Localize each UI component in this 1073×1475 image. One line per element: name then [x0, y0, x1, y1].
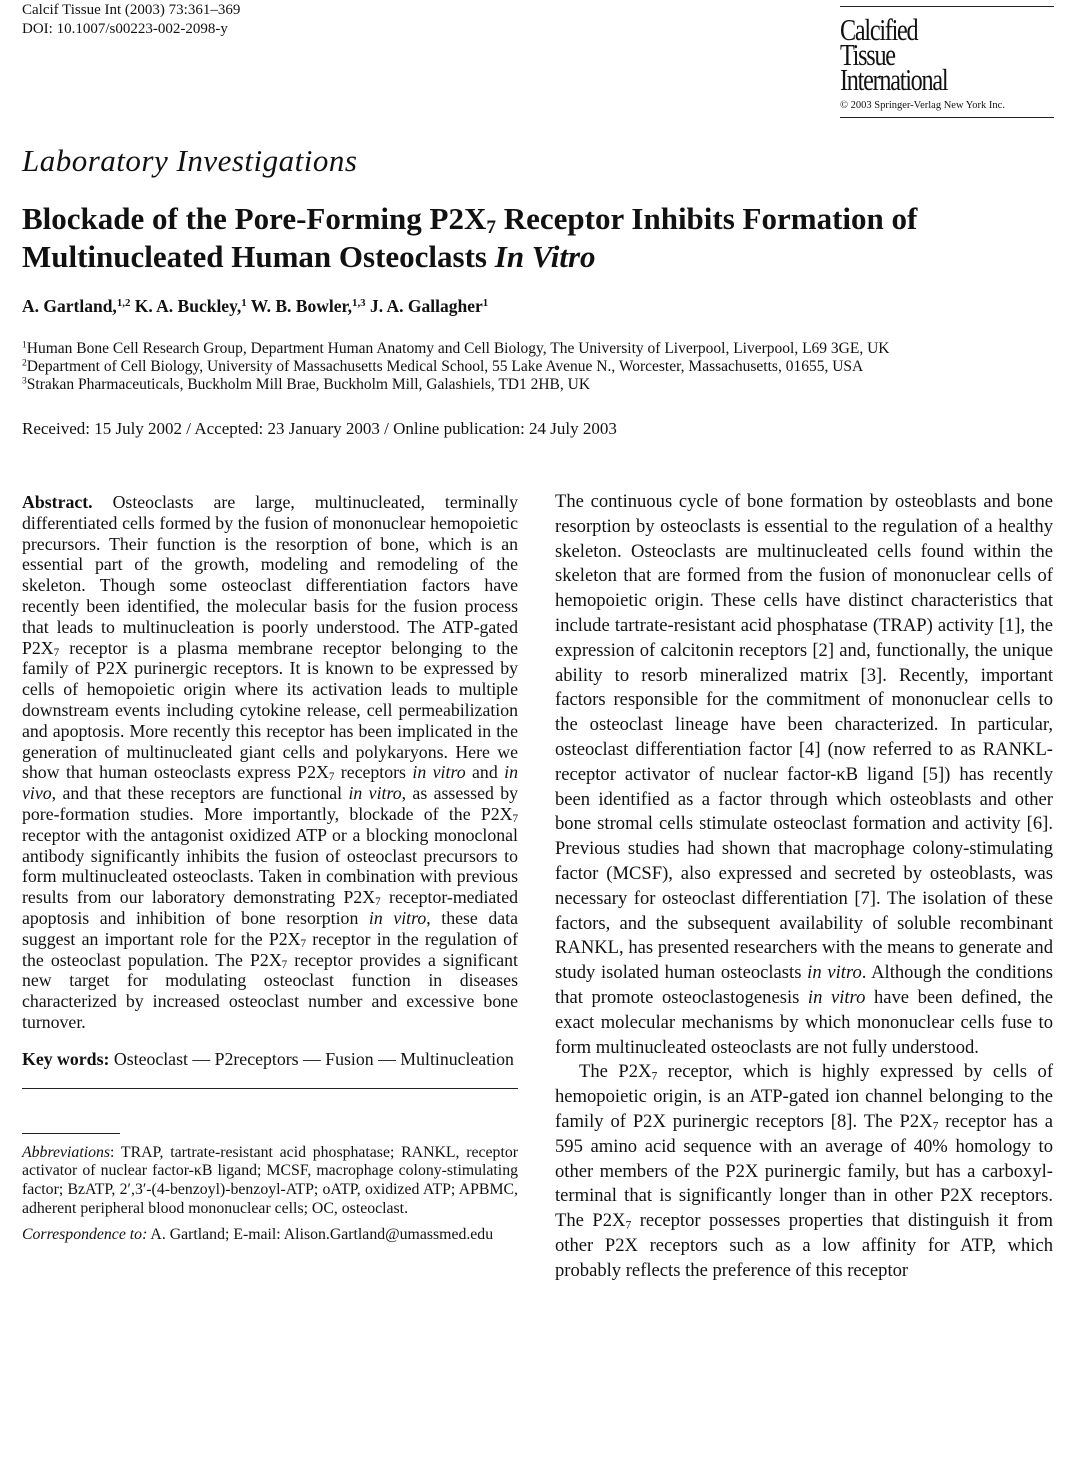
logo-line-2: Tissue	[840, 37, 895, 72]
title-italic: In Vitro	[494, 239, 596, 274]
abbreviations-label: Abbreviations	[22, 1143, 111, 1161]
abstract-text: and	[465, 762, 505, 783]
body-text: . Although the conditions that promote osteoclastogenesis	[555, 962, 1053, 1008]
affiliation	[22, 340, 889, 358]
body-text: The P2X	[579, 1061, 652, 1083]
author-name: J. A. Gallagher	[369, 296, 483, 316]
subscript: 7	[281, 958, 288, 971]
abstract-italic: in vitro	[368, 907, 427, 928]
body-italic: in vitro	[807, 962, 862, 984]
abstract-text: , and that these receptors are functional	[51, 783, 349, 804]
abstract-text: , these data suggest an important role for the P2X	[22, 907, 518, 949]
affiliation-number: 2	[22, 357, 27, 369]
logo-copyright: © 2003 Springer-Verlag New York Inc.	[840, 100, 1005, 111]
body-text: receptor, which is highly expressed by cells of hemopoietic origin, is an ATP-gated ion channel belonging to the family of P2X purinergic receptors [8]. The P2X	[555, 1061, 1054, 1132]
section-label: Laboratory Investigations	[22, 143, 358, 178]
author-name: W. B. Bowler,	[250, 296, 353, 316]
affiliation-text: Human Bone Cell Research Group, Department Human Anatomy and Cell Biology, The University of Liverpool, Liverpool, L69 3GE, UK	[26, 340, 890, 357]
author-affiliation-mark: 1,3	[352, 297, 366, 310]
correspondence-footnote	[22, 1226, 518, 1245]
abstract-label: Abstract.	[22, 492, 93, 512]
logo-bottom-rule	[840, 117, 1054, 118]
abstract-text: receptors	[334, 762, 413, 783]
author-list	[22, 296, 488, 317]
correspondence-label: Correspondence to:	[22, 1226, 148, 1244]
body-text: have been defined, the exact molecular mechanisms by which mononuclear cells fuse to form multinucleated osteoclasts are not fully understood.	[555, 986, 1053, 1058]
author-affiliation-mark: 1	[241, 297, 247, 310]
subscript: 7	[625, 1219, 632, 1232]
body-paragraph	[555, 490, 1053, 1060]
section-divider	[22, 1088, 518, 1089]
keywords-text: Osteoclast — P2receptors — Fusion — Multinucleation	[109, 1048, 514, 1069]
author-name: A. Gartland,	[22, 296, 117, 316]
right-column	[555, 490, 1053, 1284]
abstract-text: , as assessed by pore-formation studies. More importantly, blockade of the P2X	[22, 783, 518, 824]
publication-dates: Received: 15 July 2002 / Accepted: 23 January 2003 / Online publication: 24 July 2003	[22, 419, 617, 438]
subscript: 7	[328, 771, 335, 784]
title-part-2: Receptor Inhibits Formation of Multinucleated Human Osteoclasts	[22, 201, 918, 274]
abstract-italic: in vivo	[22, 762, 518, 804]
logo-line-1: Calcified	[840, 12, 918, 47]
abstract-italic: in vitro	[412, 762, 466, 783]
abbreviations-footnote	[22, 1144, 518, 1218]
body-italic: in vitro	[807, 986, 866, 1008]
footnote-rule	[22, 1133, 120, 1134]
author-affiliation-mark: 1	[482, 297, 489, 310]
journal-logo	[840, 6, 1054, 118]
logo-line-3: International	[840, 62, 948, 97]
article-title	[22, 200, 1062, 276]
subscript: 7	[512, 813, 518, 826]
abstract-italic: in vitro	[348, 783, 402, 804]
title-part-1: Blockade of the Pore-Forming P2X	[22, 201, 487, 236]
affiliation	[22, 376, 889, 394]
body-text: The continuous cycle of bone formation by osteoblasts and bone resorption by osteoclasts is essential to the regulation of a healthy skeleton. Osteoclasts are multinucleated cells found within the skeleton that are formed from the fusion of mononuclear cells of hemopoietic origin. These cells have distinct characteristics that include tartrate-resistant acid phosphatase (TRAP) activity [1], the expression of calcitonin receptors [2] and, functionally, the unique ability to resorb mineralized matrix [3]. Recently, important factors responsible for the commitment of mononuclear cells to the osteoclast lineage have been characterized. In particular, osteoclast differentiation factor [4] (now referred to as RANKL-receptor activator of nuclear factor-κB ligand [5]) has recently been identified as a factor through which osteoblasts and other bone stromal cells stimulate osteoclast formation and activity [6]. Previous studies had shown that macrophage colony-stimulating factor (MCSF), also expressed and secreted by osteoblasts, was necessary for osteoclast differentiation [7]. The isolation of these factors, and the subsequent availability of soluble recombinant RANKL, has presented researchers with the means to generate and study isolated human osteoclasts	[555, 491, 1053, 984]
journal-citation: Calcif Tissue Int (2003) 73:361–369	[22, 2, 241, 18]
abbreviations-text: : TRAP, tartrate-resistant acid phosphatase; RANKL, receptor activator of nuclear factor-κB ligand; MCSF, macrophage colony-stimulating factor; BzATP, 2′,3′-(4-benzoyl)-benzoyl-ATP; oATP, oxidized ATP; APBMC, adherent peripheral blood mononuclear cells; OC, osteoclast.	[22, 1143, 518, 1217]
affiliation-text: Strakan Pharmaceuticals, Buckholm Mill Brae, Buckholm Mill, Galashiels, TD1 2HB, UK	[26, 376, 591, 393]
affiliation	[22, 358, 889, 376]
abstract-text: receptor-mediated apoptosis and inhibition of bone resorption	[22, 887, 518, 928]
keywords-label: Key words:	[22, 1048, 110, 1069]
affiliation-text: Department of Cell Biology, University of Massachusetts Medical School, 55 Lake Avenue N., Worcester, Massachusetts, 01655, USA	[26, 358, 864, 375]
body-text: receptor has a 595 amino acid sequence with an average of 40% homology to other members of the P2X purinergic family, but has a carboxyl-terminal that is significantly longer than in other P2X receptors. The P2X	[555, 1110, 1053, 1232]
doi: DOI: 10.1007/s00223-002-2098-y	[22, 21, 228, 37]
author-name: K. A. Buckley,	[134, 296, 242, 316]
body-text: receptor possesses properties that distinguish it from other P2X receptors such as a low affinity for ATP, which probably reflects the preference of this receptor	[555, 1210, 1054, 1281]
subscript: 7	[375, 896, 381, 909]
affiliation-number: 1	[22, 339, 27, 351]
title-subscript: 7	[486, 216, 496, 238]
abstract-text: receptor provides a significant new target for modulating osteoclast function in diseases characterized by increased osteoclast number and excessive bone turnover.	[22, 949, 518, 1032]
abstract-paragraph	[22, 492, 518, 1033]
abstract-text: receptor in the regulation of the osteoclast population. The P2X	[22, 928, 518, 970]
abstract-text: Osteoclasts are large, multinucleated, terminally differentiated cells formed by the fusion of mononuclear hemopoietic precursors. Their function is the resorption of bone, which is an essential part of the growth, modeling and remodeling of the skeleton. Though some osteoclast differentiation factors have recently been identified, the molecular basis for the fusion process that leads to multinucleation is poorly understood. The ATP-gated P2X	[22, 492, 518, 658]
author-affiliation-mark: 1,2	[116, 297, 131, 310]
correspondence-text: A. Gartland; E-mail: Alison.Gartland@umassmed.edu	[147, 1226, 494, 1244]
subscript: 7	[651, 1070, 658, 1083]
body-paragraph	[555, 1060, 1053, 1283]
subscript: 7	[932, 1120, 939, 1133]
affiliation-number: 3	[22, 375, 27, 387]
abstract-text: receptor with the antagonist oxidized ATP or a blocking monoclonal antibody significantly inhibits the fusion of osteoclast precursors to form multinucleated osteoclasts. Taken in combination with previous results from our laboratory demonstrating P2X	[22, 824, 518, 908]
left-column	[22, 492, 518, 1245]
keywords	[22, 1049, 518, 1070]
affiliation-list	[22, 340, 889, 394]
subscript: 7	[53, 646, 60, 659]
subscript: 7	[300, 937, 307, 950]
abstract-text: receptor is a plasma membrane receptor belonging to the family of P2X purinergic receptors. It is known to be expressed by cells of hemopoietic origin where its activation leads to multiple downstream events including cytokine release, cell permeabilization and apoptosis. More recently this receptor has been implicated in the generation of multinucleated giant cells and polykaryons. Here we show that human osteoclasts express P2X	[22, 637, 518, 783]
